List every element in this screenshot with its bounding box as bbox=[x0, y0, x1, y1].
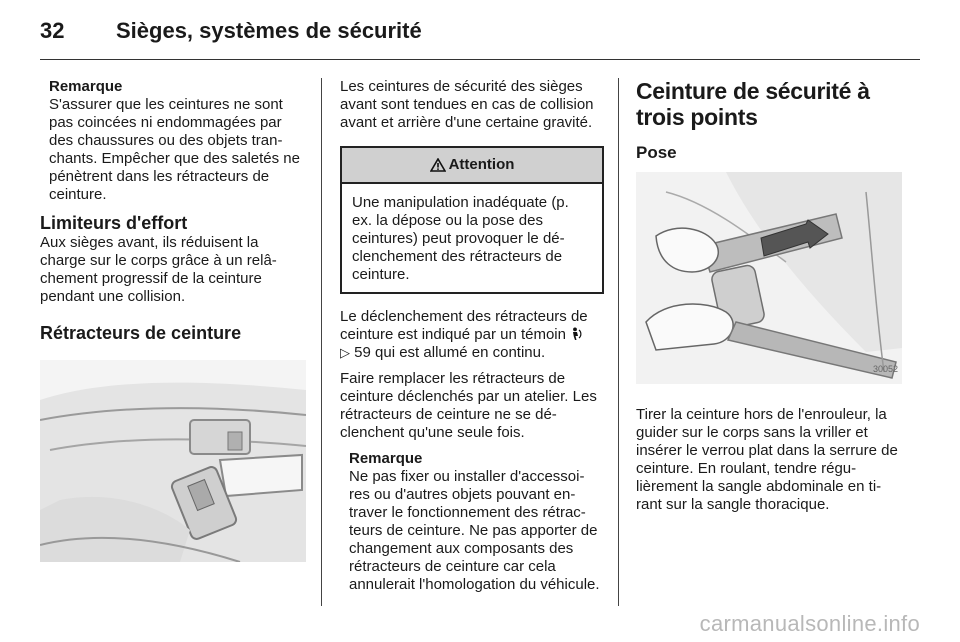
attention-label: Attention bbox=[448, 156, 515, 173]
page-reference-icon: ▷ bbox=[340, 345, 350, 360]
note-title-2: Remarque bbox=[349, 450, 423, 467]
column-right bbox=[636, 78, 902, 514]
fitting-subheading: Pose bbox=[636, 143, 677, 162]
note-text: S'assurer que les ceintures ne sont pas coincées ni endommagées par des chaussures ou des objets tran-chants. Empêcher que des saletés ne pénètrent dans les rétracteurs de ceinture. bbox=[49, 96, 300, 203]
column-divider-2 bbox=[618, 78, 619, 606]
seat-belt-buckle-drawing bbox=[40, 360, 306, 562]
attention-text: Une manipulation inadéquate (p. ex. la dépose ou la pose des ceintures) peut provoquer le dé-clenchement des rétracteurs de ceinture. bbox=[352, 194, 569, 283]
note-title: Remarque bbox=[49, 78, 123, 95]
limiters-heading: Limiteurs d'effort bbox=[40, 213, 188, 233]
airbag-warning-icon bbox=[570, 327, 582, 341]
retractors-heading: Rétracteurs de ceinture bbox=[40, 323, 242, 343]
page-number: 32 bbox=[40, 18, 65, 43]
replace-text: Faire remplacer les rétracteurs de ceinture déclenchés par un atelier. Les rétracteurs de ceinture ne se dé-clenchent qu'une seule fois. bbox=[340, 370, 597, 441]
attention-box bbox=[340, 146, 604, 294]
belt-fitting-illustration bbox=[636, 172, 902, 384]
column-middle bbox=[340, 78, 604, 594]
chapter-title: Sièges, systèmes de sécurité bbox=[116, 18, 422, 43]
note-box bbox=[40, 78, 308, 204]
warning-triangle-icon bbox=[430, 158, 446, 172]
trigger-text-start: Le déclenchement des rétracteurs de ceinture est indiqué par un témoin bbox=[340, 308, 588, 343]
attention-header bbox=[342, 148, 602, 184]
watermark: carmanualsonline.info bbox=[699, 611, 920, 636]
trigger-text-end: qui est allumé en continu. bbox=[375, 344, 546, 361]
page-reference: 59 bbox=[354, 344, 371, 361]
header-divider bbox=[40, 59, 920, 60]
note-box-2 bbox=[340, 450, 604, 594]
column-divider bbox=[321, 78, 322, 606]
figure-code: 30052 bbox=[872, 364, 898, 374]
note-text-2: Ne pas fixer ou installer d'accessoi-res ou d'autres objets pouvant en-traver le fonctionnement des rétrac-teurs de ceinture. Ne pas apporter de changement aux composants des rétracteurs de ceinture car cela annulerait l'homologation du véhicule. bbox=[349, 468, 600, 593]
trigger-paragraph bbox=[340, 308, 604, 362]
column-left bbox=[40, 78, 308, 562]
pretensioner-intro: Les ceintures de sécurité des sièges avant sont tendues en cas de collision avant et arrière d'une certaine gravité. bbox=[340, 78, 594, 131]
belt-fitting-drawing bbox=[636, 172, 902, 384]
limiters-text: Aux sièges avant, ils réduisent la charge sur le corps grâce à un relâ-chement progressif de la ceinture pendant une collision. bbox=[40, 234, 277, 305]
three-point-belt-heading: Ceinture de sécurité à trois points bbox=[636, 78, 870, 130]
retractor-illustration bbox=[40, 360, 306, 562]
fitting-instructions: Tirer la ceinture hors de l'enrouleur, la guider sur le corps sans la vriller et insérer le verrou plat dans la serrure de ceinture. En roulant, tendre régu-lièrement la sangle abdominale en ti-rant sur la sangle thoracique. bbox=[636, 406, 898, 513]
